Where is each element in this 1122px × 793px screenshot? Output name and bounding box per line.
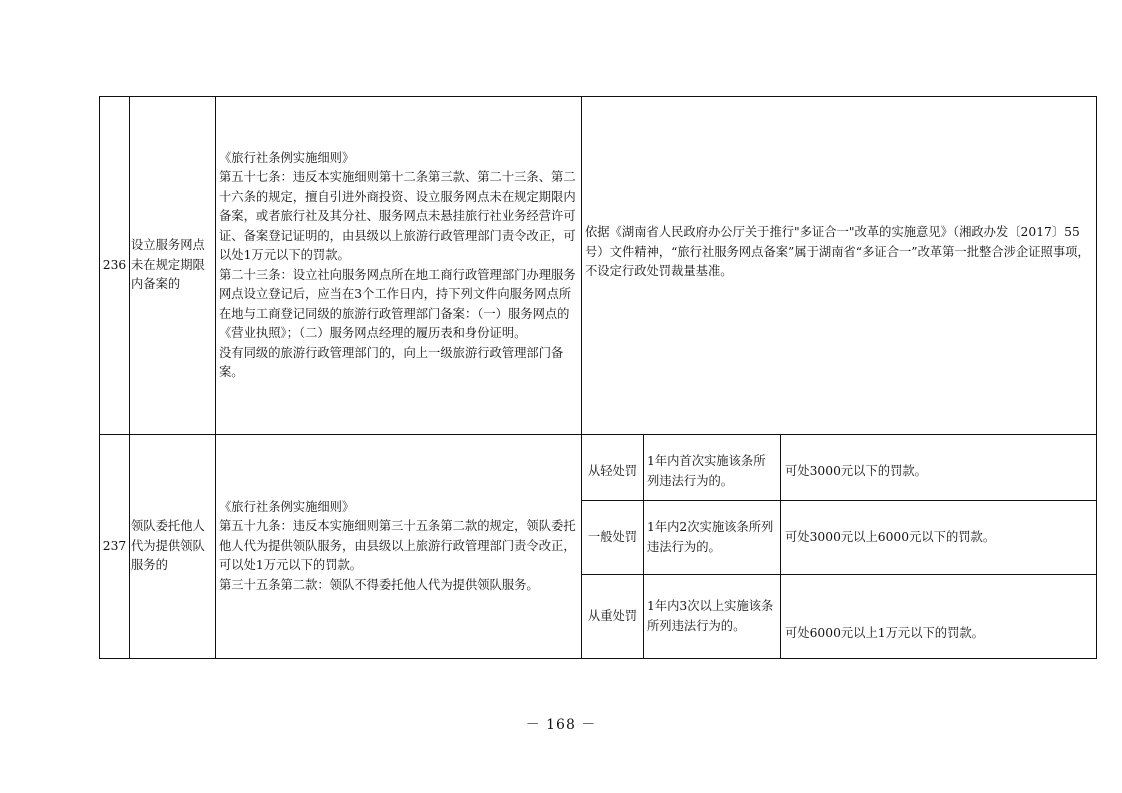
page-number: － 168 －	[525, 717, 597, 733]
violation-item: 设立服务网点未在规定期限内备案的	[130, 97, 216, 435]
penalty-condition: 1年内3次以上实施该条所列违法行为的。	[644, 575, 781, 659]
penalty-condition: 1年内2次实施该条所列违法行为的。	[644, 501, 781, 575]
row-number: 237	[100, 435, 130, 659]
penalty-level: 一般处罚	[582, 501, 644, 575]
table-row	[100, 435, 1097, 501]
discretion-note: 依据《湖南省人民政府办公厅关于推行"多证合一"改革的实施意见》（湘政办发〔2017〕55号）文件精神，“旅行社服务网点备案”属于湖南省“多证合一”改革第一批整合涉企证照事项，不设定行政处罚裁量基准。	[585, 225, 1090, 279]
penalty-amount: 可处3000元以下的罚款。	[781, 435, 1097, 501]
penalty-condition: 1年内首次实施该条所列违法行为的。	[644, 435, 781, 501]
discretion-note-cell	[582, 97, 1097, 435]
legal-basis-paragraph: 第五十七条：违反本实施细则第十二条第三款、第二十三条、第二十六条的规定，擅自引进外商投资、设立服务网点未在规定期限内备案，或者旅行社及其分社、服务网点未悬挂旅行社业务经营许可证、备案登记证明的，由县级以上旅游行政管理部门责令改正，可以处1万元以下的罚款。	[219, 170, 576, 262]
penalty-level: 从重处罚	[582, 575, 644, 659]
legal-basis-cell	[216, 97, 582, 435]
penalty-amount: 可处3000元以上6000元以下的罚款。	[781, 501, 1097, 575]
legal-basis-paragraph: 第三十五条第二款：领队不得委托他人代为提供领队服务。	[219, 577, 539, 592]
table-row	[100, 97, 1097, 435]
row-number: 236	[100, 97, 130, 435]
penalty-standards-table	[99, 96, 1097, 659]
penalty-amount: 可处6000元以上1万元以下的罚款。	[781, 575, 1097, 659]
legal-basis-title: 《旅行社条例实施细则》	[219, 499, 355, 514]
violation-item: 领队委托他人代为提供领队服务的	[130, 435, 216, 659]
legal-basis-paragraph: 第五十九条：违反本实施细则第三十五条第二款的规定，领队委托他人代为提供领队服务，由县级以上旅游行政管理部门责令改正，可以处1万元以下的罚款。	[219, 519, 576, 573]
penalty-level: 从轻处罚	[582, 435, 644, 501]
legal-basis-title: 《旅行社条例实施细则》	[219, 150, 355, 165]
legal-basis-cell	[216, 435, 582, 659]
legal-basis-paragraph: 第二十三条：设立社向服务网点所在地工商行政管理部门办理服务网点设立登记后，应当在3个工作日内，持下列文件向服务网点所在地与工商登记同级的旅游行政管理部门备案：（一）服务网点的《营业执照》；（二）服务网点经理的履历表和身份证明。	[219, 267, 576, 340]
legal-basis-paragraph: 没有同级的旅游行政管理部门的，向上一级旅游行政管理部门备案。	[219, 345, 564, 379]
